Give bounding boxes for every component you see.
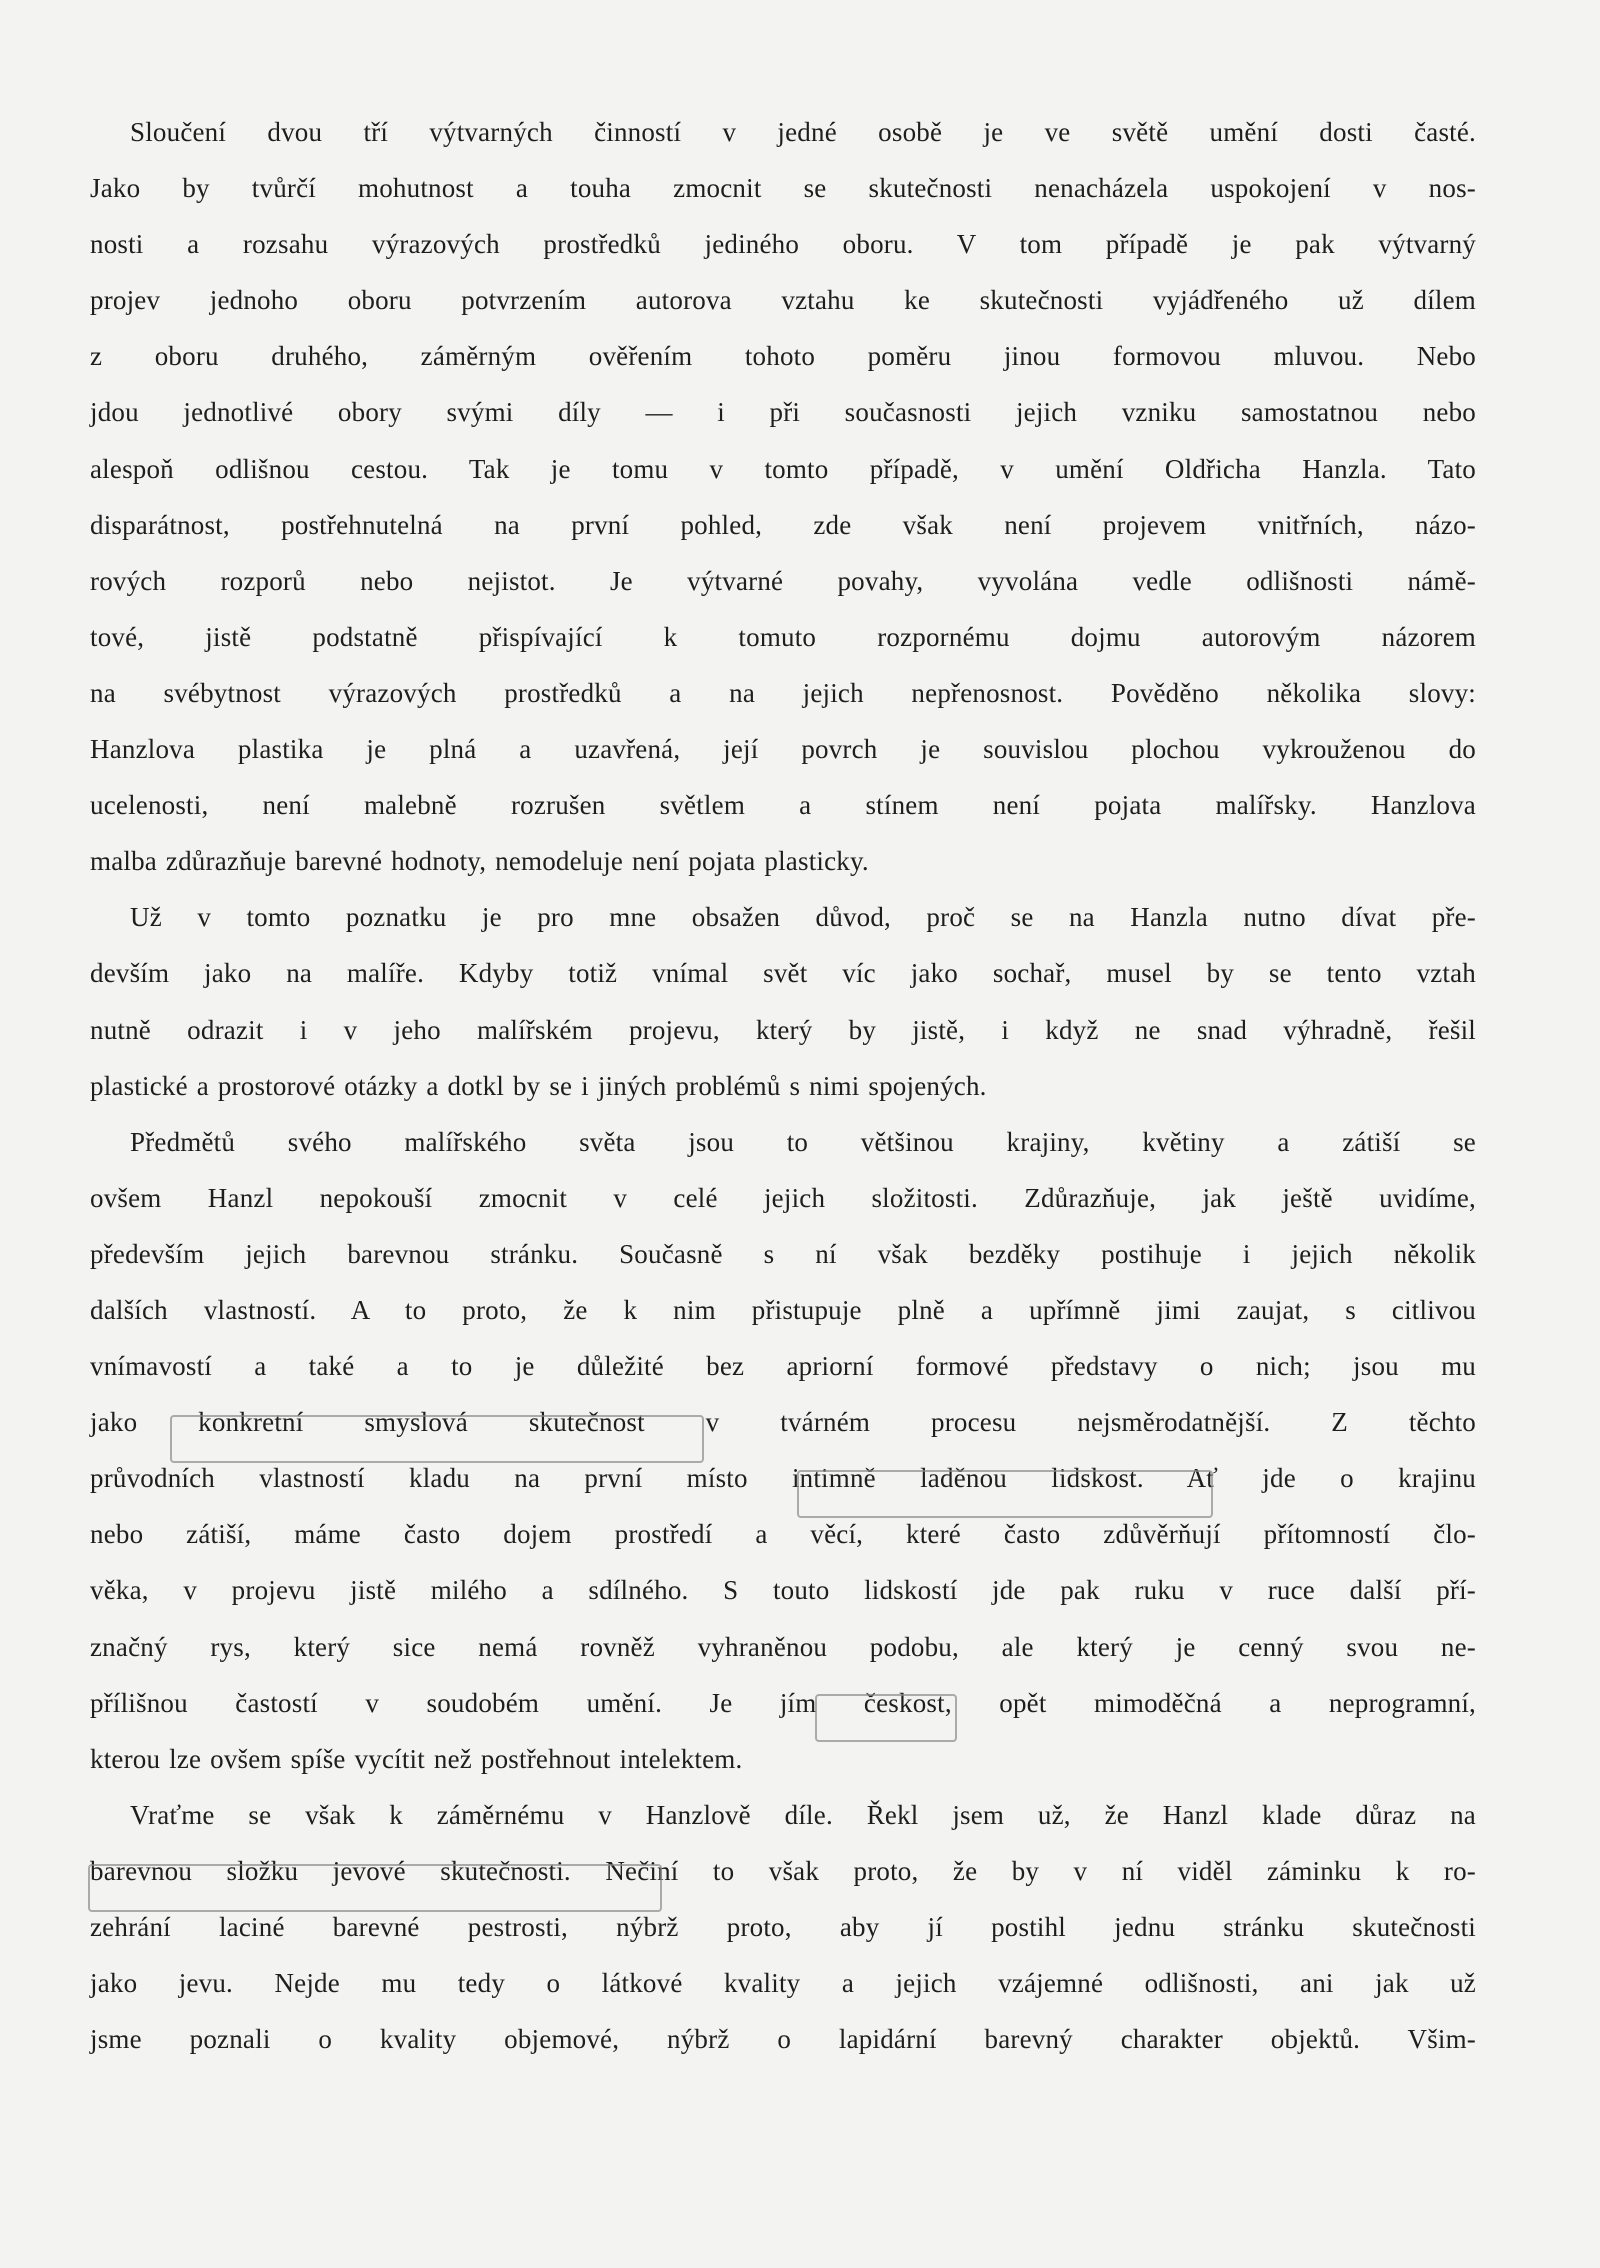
text-line: Hanzlova plastika je plná a uzavřená, její povrch je souvislou plochou vykrouženou do — [90, 734, 1476, 765]
text-line: rových rozporů nebo nejistot. Je výtvarné povahy, vyvolána vedle odlišnosti námě- — [90, 565, 1476, 596]
paragraph — [90, 1787, 1476, 2067]
text-line: Už v tomto poznatku je pro mne obsažen důvod, proč se na Hanzla nutno dívat pře- — [130, 902, 1476, 933]
pencil-box-mark — [88, 1864, 662, 1912]
text-line: disparátnost, postřehnutelná na první pohled, zde však není projevem vnitřních, názo- — [90, 509, 1476, 540]
text-line: průvodních vlastností kladu na první místo intimně laděnou lidskost. Ať jde o krajinu — [90, 1463, 1476, 1494]
text-line: malba zdůrazňuje barevné hodnoty, nemodeluje není pojata plasticky. — [90, 846, 869, 877]
text-line: tové, jistě podstatně přispívající k tomuto rozpornému dojmu autorovým názorem — [90, 621, 1476, 652]
text-line: Vraťme se však k záměrnému v Hanzlově díle. Řekl jsem už, že Hanzl klade důraz na — [130, 1799, 1476, 1830]
text-line: především jejich barevnou stránku. Současně s ní však bezděky postihuje i jejich několik — [90, 1238, 1476, 1269]
text-line: plastické a prostorové otázky a dotkl by se i jiných problémů s nimi spojených. — [90, 1070, 987, 1101]
text-line: jako konkretní smyslová skutečnost v tvárném procesu nejsměrodatnější. Z těchto — [90, 1407, 1476, 1438]
text-line: Jako by tvůrčí mohutnost a touha zmocnit se skutečnosti nenacházela uspokojení v nos- — [90, 173, 1476, 204]
text-line: Předmětů svého malířského světa jsou to většinou krajiny, květiny a zátiší se — [130, 1126, 1476, 1157]
text-line: přílišnou častostí v soudobém umění. Je jím českost, opět mimoděčná a neprogramní, — [90, 1687, 1476, 1718]
text-line: ucelenosti, není malebně rozrušen světlem a stínem není pojata malířsky. Hanzlova — [90, 790, 1476, 821]
pencil-box-mark — [815, 1694, 957, 1742]
paragraph — [90, 889, 1476, 1113]
text-line: jdou jednotlivé obory svými díly — i při současnosti jejich vzniku samostatnou nebo — [90, 397, 1476, 428]
text-line: kterou lze ovšem spíše vycítit než postřehnout intelektem. — [90, 1743, 743, 1774]
pencil-box-mark — [797, 1470, 1213, 1518]
text-line: vnímavostí a také a to je důležité bez apriorní formové představy o nich; jsou mu — [90, 1351, 1476, 1382]
text-line: zehrání laciné barevné pestrosti, nýbrž proto, aby jí postihl jednu stránku skutečnosti — [90, 1912, 1476, 1942]
text-line: věka, v projevu jistě milého a sdílného. S touto lidskostí jde pak ruku v ruce další pří- — [90, 1575, 1476, 1606]
text-line: nosti a rozsahu výrazových prostředků jediného oboru. V tom případě je pak výtvarný — [90, 229, 1476, 260]
text-line: nebo zátiší, máme často dojem prostředí a věcí, které často zdůvěrňují přítomností člo- — [90, 1519, 1476, 1550]
text-line: barevnou složku jevové skutečnosti. Nečiní to však proto, že by v ní viděl záminku k ro- — [90, 1855, 1476, 1886]
paragraph — [90, 104, 1476, 889]
text-line: značný rys, který sice nemá rovněž vyhraněnou podobu, ale který je cenný svou ne- — [90, 1631, 1476, 1662]
text-line: alespoň odlišnou cestou. Tak je tomu v tomto případě, v umění Oldřicha Hanzla. Tato — [90, 453, 1476, 484]
text-line: projev jednoho oboru potvrzením autorova vztahu ke skutečnosti vyjádřeného už dílem — [90, 285, 1476, 316]
text-line: z oboru druhého, záměrným ověřením tohoto poměru jinou formovou mluvou. Nebo — [90, 341, 1476, 372]
text-line: nutně odrazit i v jeho malířském projevu, který by jistě, i když ne snad výhradně, řešil — [90, 1014, 1476, 1045]
text-line: na svébytnost výrazových prostředků a na jejich nepřenosnost. Pověděno několika slovy: — [90, 677, 1476, 708]
text-line: devším jako na malíře. Kdyby totiž vnímal svět víc jako sochař, musel by se tento vztah — [90, 958, 1476, 989]
text-line: jsme poznali o kvality objemové, nýbrž o lapidární barevný charakter objektů. Všim- — [90, 2024, 1476, 2055]
document-page — [90, 104, 1476, 2067]
text-line: ovšem Hanzl nepokouší zmocnit v celé jejich složitosti. Zdůrazňuje, jak ještě uvidíme, — [90, 1182, 1476, 1213]
text-line: dalších vlastností. A to proto, že k nim přistupuje plně a upřímně jimi zaujat, s citlivou — [90, 1294, 1476, 1325]
pencil-box-mark — [170, 1415, 704, 1463]
text-line: jako jevu. Nejde mu tedy o látkové kvality a jejich vzájemné odlišnosti, ani jak už — [90, 1968, 1476, 1999]
text-line: Sloučení dvou tří výtvarných činností v jedné osobě je ve světě umění dosti časté. — [130, 117, 1476, 147]
